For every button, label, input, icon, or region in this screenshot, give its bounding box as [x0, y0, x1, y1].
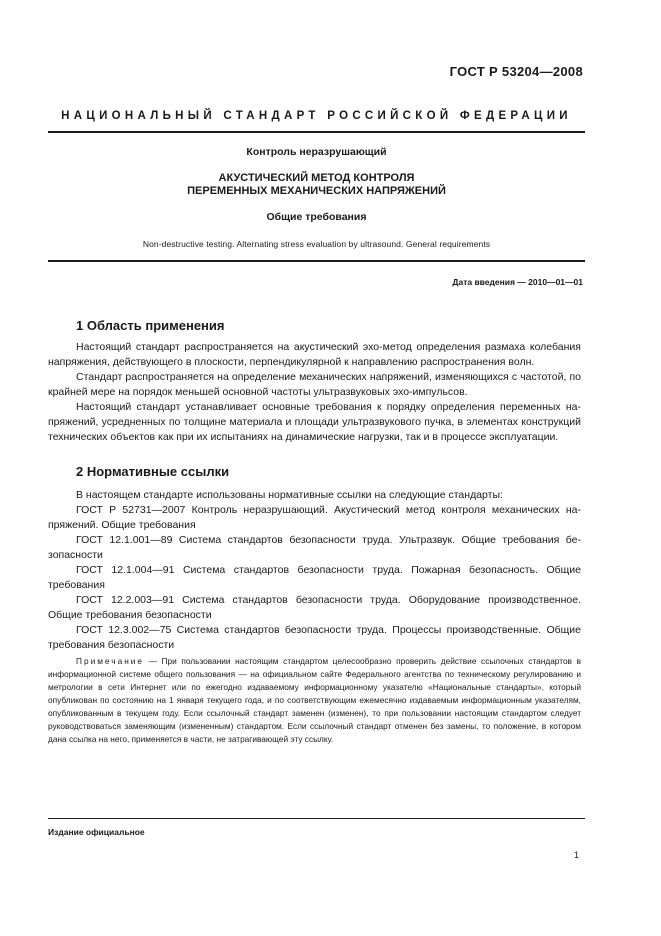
normative-reference: ГОСТ 12.3.002—75 Система стандартов безопасности труда. Процессы производственные. Общие требования безопасности	[48, 624, 581, 651]
title-divider	[48, 260, 585, 262]
subject-heading: Контроль неразрушающий	[246, 146, 387, 158]
note-label: Примечание	[76, 656, 145, 666]
title-line-1: АКУСТИЧЕСКИЙ МЕТОД КОНТРОЛЯ	[218, 172, 415, 184]
title-subheading: Общие требования	[266, 211, 367, 223]
normative-reference: ГОСТ Р 52731—2007 Контроль неразрушающий. Акустический метод контроля механических напряжений. Общие требования	[48, 504, 581, 531]
document-number: ГОСТ Р 53204—2008	[449, 64, 583, 79]
section-1-paragraph: Настоящий стандарт распространяется на акустический эхо-метод определения размаха колебания напряжения, действующего в плоскости, перпендикулярной к направлению распространения волн.	[48, 341, 581, 368]
document-title	[48, 172, 585, 198]
note-block	[48, 655, 581, 746]
introduction-date: Дата введения — 2010—01—01	[452, 277, 583, 287]
footer-divider	[48, 818, 585, 819]
title-line-2: ПЕРЕМЕННЫХ МЕХАНИЧЕСКИХ НАПРЯЖЕНИЙ	[187, 185, 446, 197]
top-divider	[48, 131, 585, 133]
section-1-paragraph: Настоящий стандарт устанавливает основные требования к порядку определения переменных напряжений, усредненных по толщине материала и площади ультразвукового пучка, в элементах конструкций технических объектов как при их испытаниях на динамические нагрузки, так и в процессе эксплуатации.	[48, 401, 581, 443]
note-text: — При пользовании настоящим стандартом целесообразно проверить действие ссылочных стандартов в информационной системе общего пользования — на официальном сайте Федерального агентства по техническому регулированию и метрологии в сети Интернет или по ежегодно издаваемому информационному указателю «Национальные стандарты», который опубликован по состоянию на 1 января текущего года, и по соответствующим ежемесячно издаваемым информационным указателям, опубликованным в текущем году. Если ссылочный стандарт заменен (изменен), то при пользовании настоящим стандартом следует руководствоваться заменяющим (измененным) стандартом. Если ссылочный стандарт отменен без замены, то положение, в котором дана ссылка на него, применяется в части, не затрагивающей эту ссылку.	[48, 656, 581, 744]
section-1-heading: 1 Область применения	[76, 318, 225, 333]
normative-reference: ГОСТ 12.2.003—91 Система стандартов безопасности труда. Оборудование производственное. Общие требования безопасности	[48, 594, 581, 621]
section-2-heading: 2 Нормативные ссылки	[76, 464, 230, 479]
page-number: 1	[573, 850, 579, 860]
official-edition-label: Издание официальное	[48, 827, 145, 837]
english-title: Non-destructive testing. Alternating stress evaluation by ultrasound. General requirements	[142, 239, 491, 249]
normative-reference: ГОСТ 12.1.001—89 Система стандартов безопасности труда. Ультразвук. Общие требования безопасности	[48, 534, 581, 561]
section-2-intro: В настоящем стандарте использованы нормативные ссылки на следующие стандарты:	[76, 489, 503, 501]
national-standard-banner: НАЦИОНАЛЬНЫЙ СТАНДАРТ РОССИЙСКОЙ ФЕДЕРАЦИИ	[61, 110, 572, 122]
section-1-paragraph: Стандарт распространяется на определение механических напряжений, изменяющихся с частотой, по крайней мере на порядок меньшей основной частоты ультразвуковых эхо-импульсов.	[48, 371, 581, 398]
normative-reference: ГОСТ 12.1.004—91 Система стандартов безопасности труда. Пожарная безопасность. Общие требования	[48, 564, 581, 591]
